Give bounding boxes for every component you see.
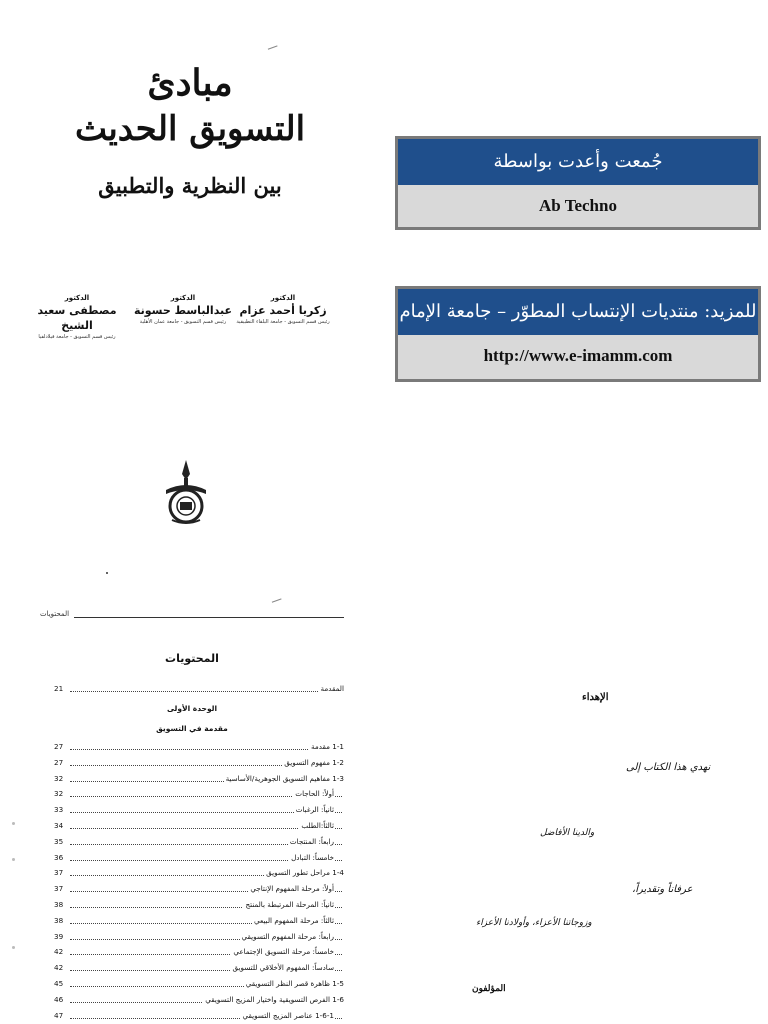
toc-page-number: 45 [54, 979, 64, 988]
toc-page-number: 27 [54, 757, 64, 767]
book-cover [0, 0, 384, 590]
dedication-line-2: والدينا الأفاضل [540, 828, 595, 838]
scan-speck [12, 946, 15, 949]
toc-page-number: 34 [54, 821, 64, 830]
toc-intro-line[interactable] [54, 682, 344, 696]
toc-page-number: 27 [54, 742, 64, 751]
scan-mark [272, 598, 282, 604]
toc-line[interactable] [54, 851, 344, 865]
toc-label: 1-1 مقدمة [309, 740, 344, 754]
dedication-page [384, 596, 768, 1024]
author-1 [228, 294, 338, 326]
toc-label: المقدمة [319, 682, 344, 696]
author-3 [22, 294, 132, 341]
toc-line[interactable] [54, 914, 344, 928]
toc-page-number: 37 [54, 884, 64, 894]
scan-mark [268, 45, 278, 51]
author-name: مصطفى سعيد الشيخ [37, 304, 117, 332]
unit-subtitle: مقدمة في التسويق [156, 724, 228, 733]
toc-line[interactable] [54, 787, 344, 801]
toc-page-number: 33 [54, 805, 64, 815]
toc-line[interactable] [54, 993, 344, 1007]
toc-page-number: 36 [54, 852, 64, 862]
toc-label: 1-3 مفاهيم التسويق الجوهرية/الأساسية [224, 772, 344, 786]
toc-label: ثانياً: المرحلة المرتبطة بالمنتج [243, 898, 334, 912]
toc-leader [70, 749, 342, 750]
more-info-header: للمزيد: منتديات الإنتساب المطوّر – جامعة الإمام [398, 289, 758, 335]
scan-speck [12, 858, 15, 861]
author-affiliation: رئيس قسم التسويق - جامعة عمان الأهلية [139, 319, 227, 325]
author-2 [128, 294, 238, 326]
toc-line[interactable] [54, 1009, 344, 1023]
toc-label: أولاً: مرحلة المفهوم الإنتاجي [248, 882, 334, 896]
dedication-line-1: نهدي هذا الكتاب إلى [626, 762, 711, 773]
cover-subtitle: بين النظرية والتطبيق [98, 173, 282, 198]
toc-page-number: 35 [54, 836, 64, 846]
toc-label: رابعاً: مرحلة المفهوم التسويقي [240, 930, 334, 944]
compiled-by-box [395, 136, 761, 230]
author-degree: الدكتور [170, 294, 196, 302]
toc-label: سادساً: المفهوم الأخلاقي للتسويق [231, 961, 334, 975]
toc-label: ثالثاً:الطلب [299, 819, 334, 833]
compiled-by-header: جُمعت وأعدت بواسطة [398, 139, 758, 185]
scan-speck [12, 822, 15, 825]
toc-line[interactable] [54, 930, 344, 944]
toc-line[interactable] [54, 866, 344, 880]
toc-line[interactable] [54, 961, 344, 975]
toc-page-number: 32 [54, 773, 64, 783]
toc-page-number: 37 [54, 868, 64, 878]
toc-label: 1-6 الفرص التسويقية واختيار المزيج التسويقي [203, 993, 344, 1007]
toc-leader [70, 691, 342, 692]
toc-label: 1-5 ظاهرة قصر النظر التسويقي [244, 977, 344, 991]
toc-line[interactable] [54, 835, 344, 849]
unit-title: الوحدة الأولى [166, 704, 218, 713]
author-name: زكريا أحمد عزام [239, 304, 327, 317]
author-affiliation: رئيس قسم التسويق - جامعة البلقاء التطبيقية [236, 319, 330, 325]
dedication-signature: المؤلفون [472, 984, 506, 994]
toc-label: 1-2 مفهوم التسويق [282, 756, 344, 770]
toc-page-number: 38 [54, 900, 64, 909]
toc-page-number: 38 [54, 915, 64, 925]
toc-label: رابعاً: المنتجات [288, 835, 334, 849]
dedication-line-3: عرفاناً وتقديراً، [632, 884, 693, 895]
toc-line[interactable] [54, 772, 344, 786]
toc-line[interactable] [54, 740, 344, 754]
publisher-logo-icon [158, 456, 214, 528]
toc-line[interactable] [54, 882, 344, 896]
toc-line[interactable] [54, 803, 344, 817]
scan-speck [106, 572, 108, 574]
toc-page-number: 46 [54, 994, 64, 1004]
website-link[interactable]: http://www.e-imamm.com [483, 346, 673, 365]
toc-page-number: 39 [54, 931, 64, 941]
author-affiliation: رئيس قسم التسويق - جامعة فيلادلفيا [38, 334, 116, 340]
author-degree: الدكتور [64, 294, 90, 302]
toc-label: ثالثاً: مرحلة المفهوم البيعي [252, 914, 334, 928]
toc-line[interactable] [54, 945, 344, 959]
toc-line[interactable] [54, 756, 344, 770]
toc-label: ثانياً: الرغبات [294, 803, 334, 817]
toc-label: 1-6-1 عناصر المزيج التسويقي [240, 1009, 334, 1023]
toc-page-number: 47 [54, 1010, 64, 1020]
more-info-box [395, 286, 761, 382]
header-rule [74, 617, 344, 618]
author-degree: الدكتور [270, 294, 296, 302]
compiler-name: Ab Techno [539, 196, 617, 215]
toc-page-number: 21 [54, 684, 64, 693]
toc-page-number: 32 [54, 789, 64, 799]
cover-title-line2: التسويق الحديث [74, 109, 306, 149]
contents-page [0, 596, 384, 1024]
toc-line[interactable] [54, 819, 344, 833]
toc-label: أولاً: الحاجات [293, 787, 334, 801]
toc-page-number: 42 [54, 947, 64, 957]
running-head: المحتويات [40, 610, 70, 618]
contents-title: المحتويات [165, 652, 219, 665]
dedication-line-4: وزوجاتنا الأعزاء، وأولادنا الأعزاء [476, 918, 592, 928]
toc-line[interactable] [54, 898, 344, 912]
author-name: عبدالباسط حسونة [133, 304, 233, 317]
cover-title-line1: مبادئ [147, 62, 233, 104]
toc-label: 1-4 مراحل تطور التسويق [264, 866, 344, 880]
toc-label: خامساً: مرحلة التسويق الإجتماعي [231, 945, 334, 959]
toc-label: خامساً: التبادل [289, 851, 334, 865]
toc-page-number: 42 [54, 963, 64, 973]
dedication-title: الإهداء [582, 692, 609, 703]
toc-line[interactable] [54, 977, 344, 991]
